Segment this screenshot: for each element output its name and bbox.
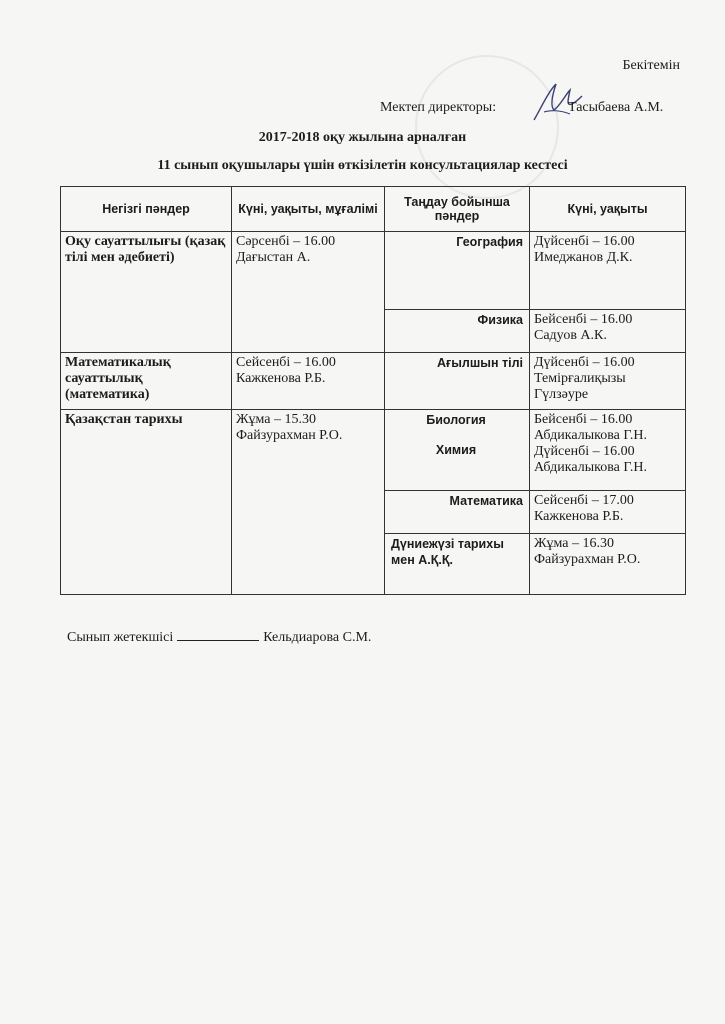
- elective-time-english: [530, 353, 686, 410]
- time-value: Бейсенбі – 16.00: [534, 312, 633, 327]
- header-time: Күні, уақыты: [530, 187, 686, 232]
- table-row: [61, 410, 686, 491]
- elective-subject-biology-chemistry: [385, 410, 530, 491]
- time-value: Сәрсенбі – 16.00: [236, 234, 336, 249]
- elective-subject-physics: Физика: [385, 310, 530, 353]
- teacher-name: Темірғалиқызы Гүлзәуре: [534, 371, 626, 402]
- document-title-schedule: 11 сынып оқушылары үшін өткізілетін консультациялар кестесі: [157, 158, 568, 173]
- table-row: [61, 232, 686, 310]
- teacher-name: Имеджанов Д.К.: [534, 250, 633, 265]
- teacher-name: Садуов А.К.: [534, 328, 607, 343]
- time-value: Жұма – 16.30: [534, 536, 615, 551]
- time-value: Дүйсенбі – 16.00: [534, 234, 635, 249]
- time-value: Сейсенбі – 16.00: [236, 355, 336, 370]
- header-time-teacher: Күні, уақыты, мұғалімі: [232, 187, 385, 232]
- main-subject-history-kz: Қазақстан тарихы: [61, 410, 232, 595]
- main-subject-literacy: Оқу сауаттылығы (қазақ тілі мен әдебиеті): [61, 232, 232, 353]
- director-role: Мектеп директоры:: [380, 100, 497, 115]
- elective-time-biology-chemistry: [530, 410, 686, 491]
- elective-time-mathematics: [530, 491, 686, 534]
- time-value: Жұма – 15.30: [236, 412, 317, 427]
- main-time-literacy: [232, 232, 385, 353]
- main-time-history-kz: [232, 410, 385, 595]
- elective-subject-mathematics: Математика: [385, 491, 530, 534]
- approval-label: Бекітемін: [622, 58, 680, 73]
- elective-subject-english: Ағылшын тілі: [385, 353, 530, 410]
- teacher-name: Дағыстан А.: [236, 250, 311, 265]
- teacher-name: Абдикалыкова Г.Н.: [534, 460, 647, 475]
- teacher-name: Кажкенова Р.Б.: [534, 509, 624, 524]
- class-teacher-name: Кельдиарова С.М.: [263, 630, 372, 645]
- time-value: Бейсенбі – 16.00: [534, 412, 633, 427]
- consultation-schedule-table: [60, 186, 686, 595]
- header-elective-subjects: Таңдау бойынша пәндер: [385, 187, 530, 232]
- time-value: Дүйсенбі – 16.00: [534, 355, 635, 370]
- teacher-name: Файзурахман Р.О.: [534, 552, 641, 567]
- class-teacher-label: Сынып жетекшісі: [67, 630, 174, 645]
- class-teacher-signature-line: [67, 628, 371, 646]
- elective-subject-chemistry: Химия: [435, 443, 477, 457]
- elective-subject-geography: География: [385, 232, 530, 310]
- director-name: Тасыбаева А.М.: [568, 100, 664, 115]
- teacher-name: Абдикалыкова Г.Н.: [534, 428, 647, 443]
- main-subject-math-literacy: Математикалық сауаттылық (математика): [61, 353, 232, 410]
- time-value: Сейсенбі – 17.00: [534, 493, 634, 508]
- teacher-name: Кажкенова Р.Б.: [236, 371, 326, 386]
- document-title-year: 2017-2018 оқу жылына арналған: [258, 130, 467, 145]
- table-header-row: [61, 187, 686, 232]
- elective-subject-world-history: Дүниежүзі тарихы мен А.Қ.Қ.: [385, 534, 530, 595]
- elective-time-geography: [530, 232, 686, 310]
- director-signature-row: [370, 98, 690, 122]
- signature-blank-line: [177, 628, 259, 641]
- elective-time-world-history: [530, 534, 686, 595]
- elective-time-physics: [530, 310, 686, 353]
- elective-subject-biology: Биология: [426, 413, 486, 427]
- table-row: [61, 353, 686, 410]
- official-stamp: [415, 55, 559, 199]
- teacher-name: Файзурахман Р.О.: [236, 428, 343, 443]
- main-time-math-literacy: [232, 353, 385, 410]
- header-main-subjects: Негізгі пәндер: [61, 187, 232, 232]
- time-value: Дүйсенбі – 16.00: [534, 444, 635, 459]
